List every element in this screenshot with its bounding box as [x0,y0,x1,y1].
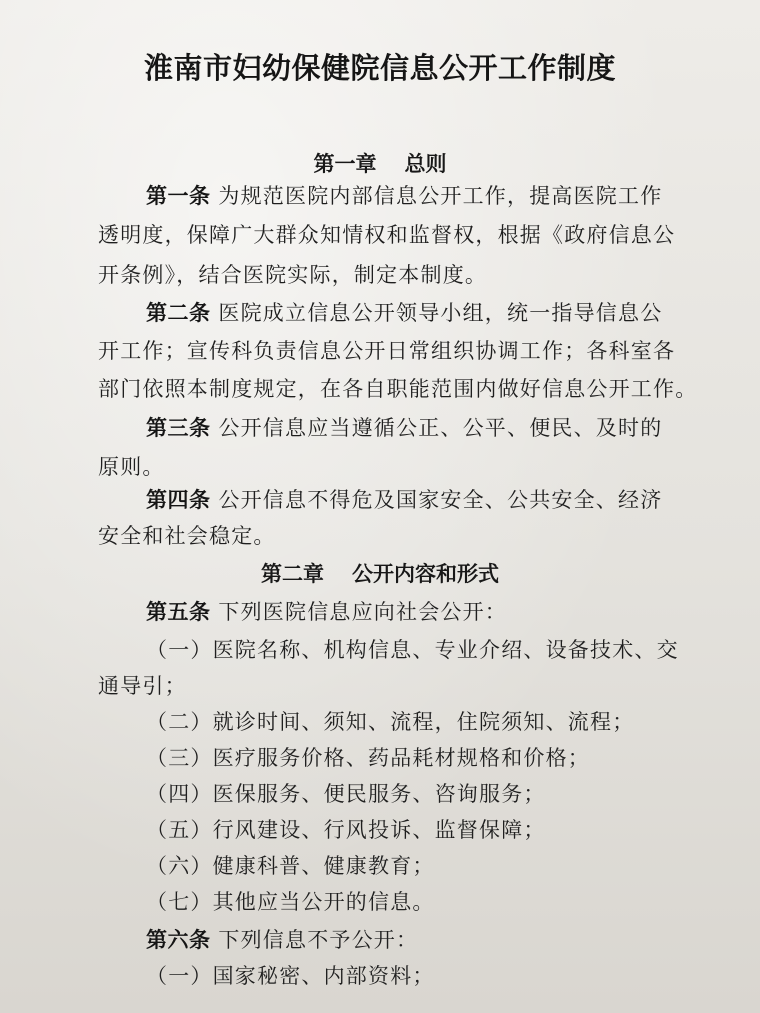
article-3-line-2: 原则。 [98,455,165,479]
article-6-text-1: 下列信息不予公开： [218,928,419,952]
article-5-text-1: 下列医院信息应向社会公开： [218,600,507,624]
article-1-line-2: 透明度，保障广大群众知情权和监督权，根据《政府信息公 [98,223,676,247]
article-6-item-1: （一）国家秘密、内部资料； [146,964,435,988]
article-5-item-1-cont: 通导引； [98,674,187,698]
article-5-item-1: （一）医院名称、机构信息、专业介绍、设备技术、交 [146,638,679,662]
article-4-line-2: 安全和社会稳定。 [98,524,276,548]
document-title: 淮南市妇幼保健院信息公开工作制度 [143,51,616,85]
chapter-2-number: 第二章 [261,562,324,586]
article-5-item-4: （四）医保服务、便民服务、咨询服务； [146,782,546,806]
article-2-line-1 [146,297,662,327]
article-1-line-3: 开条例》，结合医院实际，制定本制度。 [98,263,488,287]
article-6-label: 第六条 [146,928,211,952]
article-5-item-2: （二）就诊时间、须知、流程，住院须知、流程； [146,710,635,734]
article-2-line-2: 开工作；宣传科负责信息公开日常组织协调工作；各科室各 [98,339,676,363]
chapter-1-heading [0,148,760,178]
article-1-label: 第一条 [146,184,211,208]
article-5-label: 第五条 [146,600,211,624]
article-3-label: 第三条 [146,416,211,440]
article-1-text-1: 为规范医院内部信息公开工作，提高医院工作 [218,184,663,208]
article-5-item-5: （五）行风建设、行风投诉、监督保障； [146,818,546,842]
article-4-label: 第四条 [146,488,211,512]
chapter-1-name: 总则 [404,152,447,176]
article-5-item-6: （六）健康科普、健康教育； [146,854,435,878]
article-1-line-1 [146,180,662,210]
article-3-line-1 [146,412,662,442]
chapter-2-name: 公开内容和形式 [352,562,499,586]
article-5-item-3: （三）医疗服务价格、药品耗材规格和价格； [146,746,590,770]
chapter-2-heading [0,558,760,588]
article-3-text-1: 公开信息应当遵循公正、公平、便民、及时的 [218,416,663,440]
article-2-text-1: 医院成立信息公开领导小组，统一指导信息公 [218,301,663,325]
article-2-line-3: 部门依照本制度规定，在各自职能范围内做好信息公开工作。 [98,377,698,401]
article-4-line-1 [146,484,662,514]
article-6-line-1 [146,924,418,954]
chapter-1-number: 第一章 [313,152,377,176]
article-5-line-1 [146,596,507,626]
article-2-label: 第二条 [146,301,211,325]
article-4-text-1: 公开信息不得危及国家安全、公共安全、经济 [218,488,663,512]
article-5-item-7: （七）其他应当公开的信息。 [146,890,435,914]
